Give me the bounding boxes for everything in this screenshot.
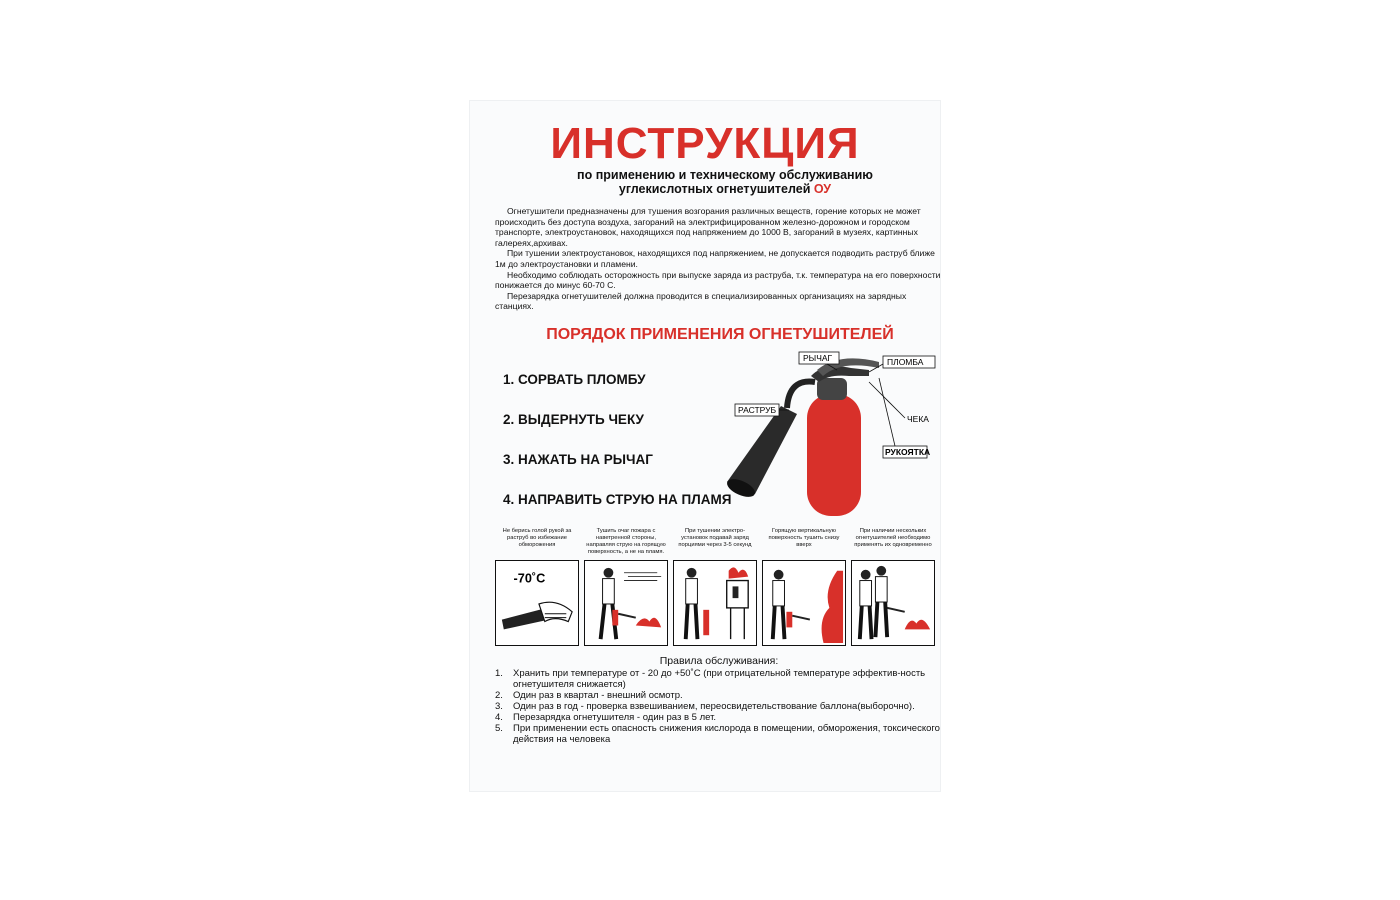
rules-title: Правила обслуживания: bbox=[659, 655, 779, 667]
step-2: 2. ВЫДЕРНУТЬ ЧЕКУ bbox=[503, 412, 644, 427]
panel-caption-1: Не берись голой рукой за раструб во избежание обморожения bbox=[502, 528, 572, 548]
rule-text: Один раз в год - проверка взвешиванием, переосвидетельствование баллона(выборочно). bbox=[513, 701, 915, 712]
rule-number: 3. bbox=[495, 701, 503, 712]
label-nozzle: РАСТРУБ bbox=[738, 405, 777, 415]
label-pin: ЧЕКА bbox=[907, 414, 929, 424]
maintenance-rules bbox=[495, 668, 945, 745]
subtitle-line-2 bbox=[469, 182, 981, 196]
step-1: 1. СОРВАТЬ ПЛОМБУ bbox=[503, 372, 646, 387]
rule-item bbox=[495, 690, 945, 701]
rule-item bbox=[495, 723, 945, 745]
panel-caption-4: Горящую вертикальную поверхность тушить снизу вверх bbox=[768, 528, 840, 548]
panel-multiple bbox=[851, 560, 935, 646]
panel-caption-3: При тушении электро-установок подавай заряд порциями через 3-5 секунд bbox=[678, 528, 752, 548]
rule-number: 4. bbox=[495, 712, 503, 723]
cold-warning: -70˚С bbox=[513, 571, 546, 586]
intro-paragraph: При тушении электроустановок, находящихся под напряжением, не допускается подводить раструб ближе 1м до электроустановки и пламени. bbox=[495, 248, 935, 269]
rule-number: 2. bbox=[495, 690, 503, 701]
instruction-sheet bbox=[469, 100, 941, 792]
panel-caption-2: Тушить очаг пожара с наветренной стороны, направляя струю на горящую поверхность, а не на пламя. bbox=[586, 528, 666, 555]
step-3: 3. НАЖАТЬ НА РЫЧАГ bbox=[503, 452, 653, 467]
rule-text: Хранить при температуре от - 20 до +50˚С (при отрицательной температуре эффектив-ность огнетушителя снижается) bbox=[513, 668, 926, 690]
panel-cold-nozzle bbox=[495, 560, 579, 646]
label-lever: РЫЧАГ bbox=[803, 353, 833, 363]
rule-number: 5. bbox=[495, 723, 503, 734]
panel-caption-5: При наличии нескольких огнетушителей необходимо применять их одновременно bbox=[854, 528, 932, 548]
rule-text: При применении есть опасность снижения кислорода в помещении, обморожения, токсического действия на человека bbox=[513, 723, 940, 745]
panel-windward bbox=[584, 560, 668, 646]
cylinder-shape bbox=[807, 394, 861, 516]
subtitle-line-2-text: углекислотных огнетушителей bbox=[618, 182, 811, 196]
label-handle: РУКОЯТКА bbox=[885, 447, 931, 457]
document-subtitle bbox=[469, 168, 981, 196]
rule-item bbox=[495, 701, 945, 712]
step-4: 4. НАПРАВИТЬ СТРУЮ НА ПЛАМЯ bbox=[503, 492, 732, 507]
intro-text bbox=[495, 206, 945, 312]
intro-paragraph: Огнетушители предназначены для тушения возгорания различных веществ, горение которых не может происходить без доступа воздуха, загораний на электрифицированном железно-дорожном и городском транспорте, электроустановок, находящихся под напряжением до 1000 В, загораний в музеях, картинных галереях,архивах. bbox=[495, 206, 921, 248]
label-seal: ПЛОМБА bbox=[887, 357, 924, 367]
usage-order-title: ПОРЯДОК ПРИМЕНЕНИЯ ОГНЕТУШИТЕЛЕЙ bbox=[546, 326, 894, 343]
panel-electrical bbox=[673, 560, 757, 646]
rule-item bbox=[495, 668, 945, 690]
intro-paragraph: Необходимо соблюдать осторожность при выпуске заряда из раструба, т.к. температура на его поверхности понижается до минус 60-70 С. bbox=[495, 269, 941, 291]
rule-text: Перезарядка огнетушителя - один раз в 5 лет. bbox=[513, 712, 717, 723]
rule-number: 1. bbox=[495, 668, 503, 679]
subtitle-line-1: по применению и техническому обслуживанию bbox=[577, 168, 873, 182]
intro-paragraph: Перезарядка огнетушителей должна проводится в специализированных организациях на зарядных станциях. bbox=[495, 290, 907, 312]
rule-text: Один раз в квартал - внешний осмотр. bbox=[513, 690, 683, 701]
rule-item bbox=[495, 712, 945, 723]
subtitle-accent: ОУ bbox=[813, 182, 832, 196]
document-title: ИНСТРУКЦИЯ bbox=[550, 119, 860, 168]
extinguisher-diagram bbox=[719, 348, 941, 520]
panel-vertical-surface bbox=[762, 560, 846, 646]
